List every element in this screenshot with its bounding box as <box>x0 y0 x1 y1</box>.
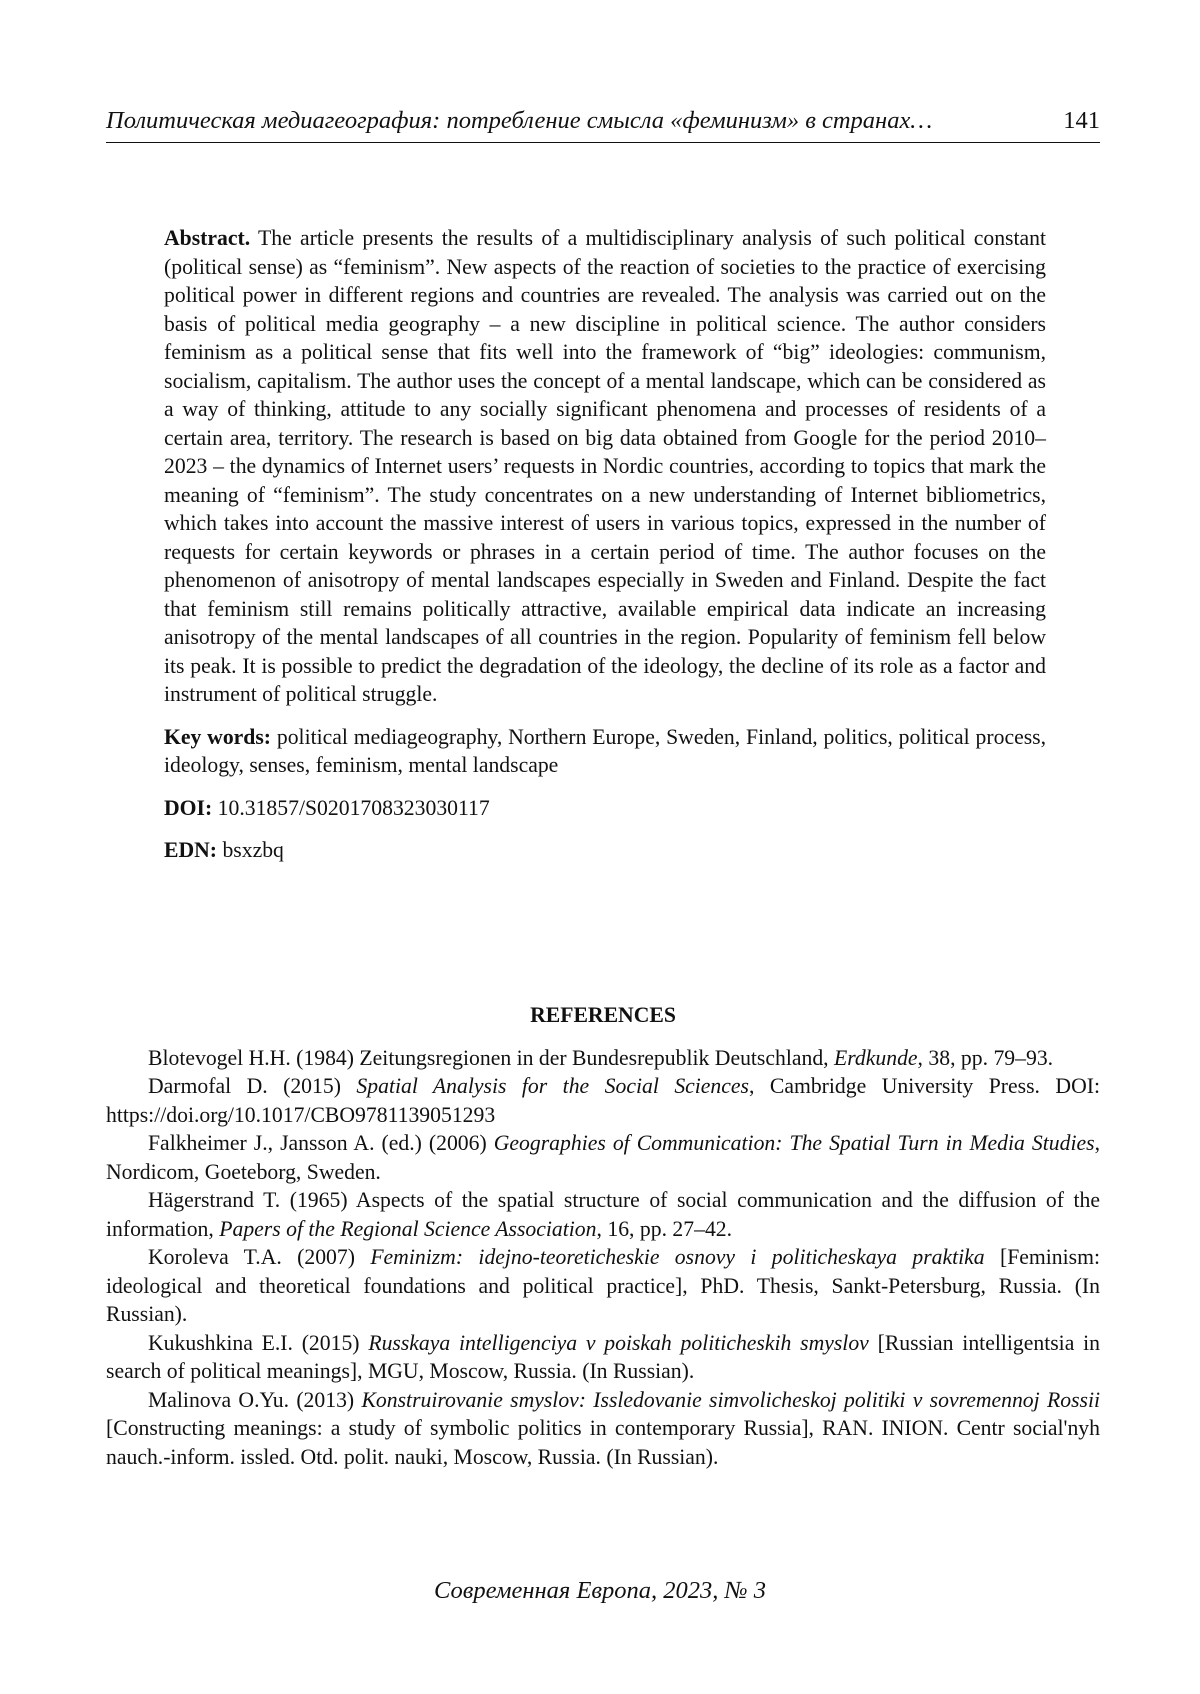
reference-text: Kukushkina E.I. (2015) <box>148 1330 369 1355</box>
reference-source-title: Geographies of Communication: The Spatial Turn in Media Studies <box>493 1131 1095 1155</box>
running-title: Политическая медиагеография: потребление смысла «феминизм» в странах… <box>106 107 933 134</box>
reference-source-title: Spatial Analysis for the Social Sciences <box>356 1074 749 1098</box>
doi-label: DOI: <box>164 795 213 820</box>
running-header <box>106 106 1100 143</box>
reference-details: [Constructing meanings: a study of symbolic politics in contemporary Russia], RAN. INION. Centr social'nyh nauch.-inform. issled. Otd. polit. nauki, Moscow, Russia. (In Russian). <box>106 1416 1100 1469</box>
journal-footer: Современная Европа, 2023, № 3 <box>433 1577 767 1604</box>
reference-item <box>106 1329 1100 1386</box>
reference-details: , Nordicom, Goeteborg, Sweden. <box>106 1131 1100 1184</box>
keywords-text: political mediageography, Northern Europe, Sweden, Finland, politics, political process, ideology, senses, feminism, mental landscape <box>164 724 1046 777</box>
edn-value: bsxzbq <box>222 838 284 862</box>
reference-details: [Russian intelligentsia in search of political meanings], MGU, Moscow, Russia. (In Russian). <box>106 1330 1100 1383</box>
reference-source-title: Russkaya intelligenciya v poiskah politicheskih smyslov <box>368 1330 869 1355</box>
doi-line <box>164 794 1046 823</box>
reference-text: Koroleva T.A. (2007) <box>148 1245 371 1269</box>
reference-text: Malinova O.Yu. (2013) <box>148 1387 362 1412</box>
reference-text: Falkheimer J., Jansson A. (ed.) (2006) <box>148 1131 494 1155</box>
reference-source-title: Feminizm: idejno-teoreticheskie osnovy i politicheskaya praktika <box>370 1245 985 1269</box>
reference-item <box>106 1129 1100 1186</box>
edn-line <box>164 836 1046 865</box>
keywords-label: Key words: <box>164 724 272 749</box>
reference-details: , Cambridge University Press. DOI: https://doi.org/10.1017/CBO9781139051293 <box>106 1074 1100 1127</box>
reference-text: Hägerstrand T. (1965) Aspects of the spatial structure of social communication and the diffusion of the information, <box>106 1188 1100 1241</box>
reference-source-title: Erdkunde <box>834 1045 918 1070</box>
reference-details: , 16, pp. 27–42. <box>596 1216 733 1241</box>
reference-details: , 38, pp. 79–93. <box>917 1045 1054 1070</box>
abstract-label: Abstract. <box>164 226 251 250</box>
reference-source-title: Papers of the Regional Science Association <box>219 1216 597 1241</box>
reference-item <box>106 1186 1100 1243</box>
page-number: 141 <box>1063 107 1100 134</box>
reference-text: Darmofal D. (2015) <box>148 1074 357 1098</box>
reference-text: Blotevogel H.H. (1984) Zeitungsregionen in der Bundesrepublik Deutschland, <box>148 1045 835 1070</box>
reference-details: [Feminism: ideological and theoretical foundations and political practice], PhD. Thesis, Sankt-Petersburg, Russia. (In Russian). <box>106 1245 1100 1326</box>
keywords-paragraph <box>164 723 1046 780</box>
reference-item <box>106 1044 1100 1073</box>
reference-item <box>106 1072 1100 1129</box>
references-section <box>106 1001 1100 1471</box>
abstract-paragraph <box>164 224 1046 709</box>
abstract-text: The article presents the results of a multidisciplinary analysis of such political constant (political sense) as “feminism”. New aspects of the reaction of societies to the practice of exercising political power in different regions and countries are revealed. The analysis was carried out on the basis of political media geography – a new discipline in political science. The author considers feminism as a political sense that fits well into the framework of “big” ideologies: communism, socialism, capitalism. The author uses the concept of a mental landscape, which can be considered as a way of thinking, attitude to any socially significant phenomena and processes of residents of a certain area, territory. The research is based on big data obtained from Google for the period 2010–2023 – the dynamics of Internet users’ requests in Nordic countries, according to topics that mark the meaning of “feminism”. The study concentrates on a new understanding of Internet bibliometrics, which takes into account the massive interest of users in various topics, expressed in the number of requests for certain keywords or phrases in a certain period of time. The author focuses on the phenomenon of anisotropy of mental landscapes especially in Sweden and Finland. Despite the fact that feminism still remains politically attractive, available empirical data indicate an increasing anisotropy of the mental landscapes of all countries in the region. Popularity of feminism fell below its peak. It is possible to predict the degradation of the ideology, the decline of its role as a factor and instrument of political struggle. <box>164 226 1046 706</box>
abstract-section <box>164 224 1046 865</box>
reference-item <box>106 1243 1100 1329</box>
reference-source-title: Konstruirovanie smyslov: Issledovanie simvolicheskoj politiki v sovremennoj Rossii <box>361 1387 1100 1412</box>
edn-label: EDN: <box>164 838 218 862</box>
references-heading: REFERENCES <box>530 1003 676 1027</box>
doi-value: 10.31857/S0201708323030117 <box>217 795 490 820</box>
reference-item <box>106 1386 1100 1472</box>
